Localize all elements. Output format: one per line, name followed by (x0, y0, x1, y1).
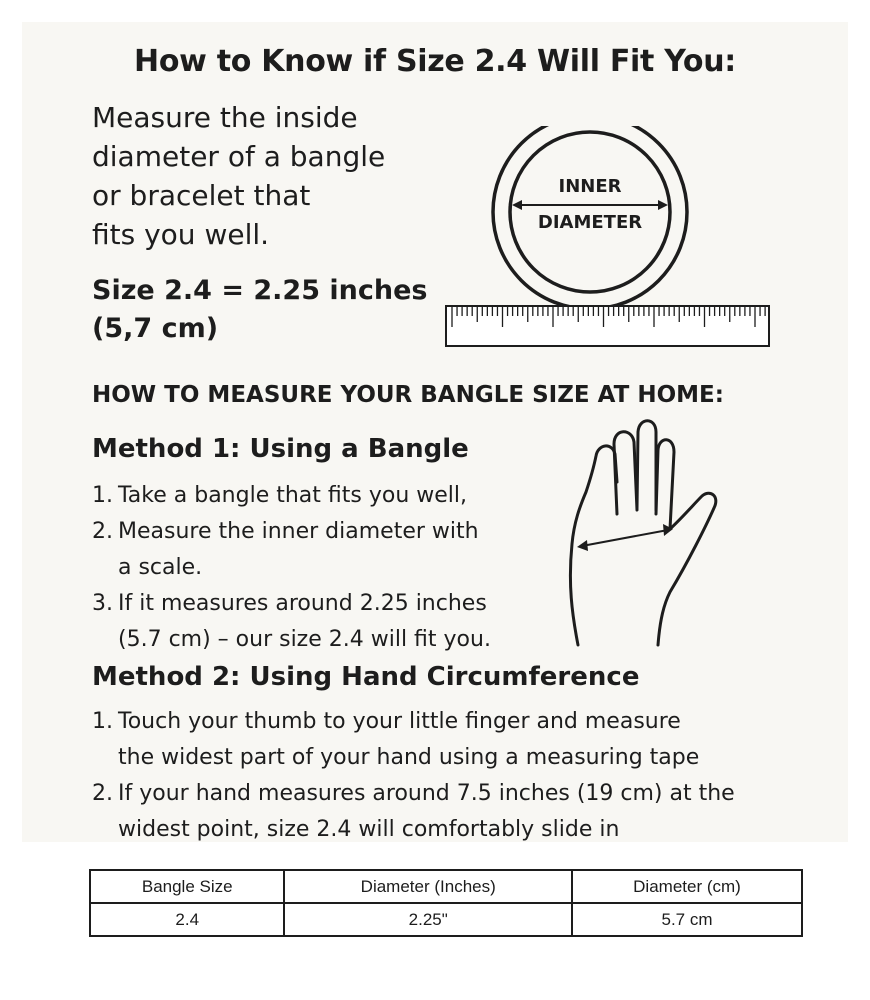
page-title: How to Know if Size 2.4 Will Fit You: (134, 44, 736, 79)
method2-step (92, 776, 812, 848)
table-cell: 2.4 (90, 903, 284, 936)
table-header-row (90, 870, 802, 903)
inner-label: INNER (558, 176, 622, 197)
diameter-label: DIAMETER (537, 212, 643, 233)
intro-line: diameter of a bangle (92, 140, 386, 173)
method2-steps (92, 704, 812, 848)
step-line: widest point, size 2.4 will comfortably slide in (118, 817, 620, 842)
size-note-line: Size 2.4 = 2.25 inches (92, 275, 428, 306)
table-header-cell: Bangle Size (90, 870, 284, 903)
method1-title: Method 1: Using a Bangle (92, 434, 469, 464)
method1-step (92, 478, 532, 514)
hand-measurement-icon (560, 414, 730, 658)
size-table (89, 869, 803, 937)
method2-title: Method 2: Using Hand Circumference (92, 662, 640, 692)
step-line: If your hand measures around 7.5 inches (19 cm) at the (118, 781, 735, 806)
ring-on-ruler-icon (440, 126, 780, 360)
step-number: 3. (92, 591, 113, 616)
intro-line: Measure the inside (92, 101, 358, 134)
table-header-cell: Diameter (cm) (572, 870, 802, 903)
size-note-line: (5,7 cm) (92, 313, 219, 344)
method1-step (92, 586, 532, 658)
step-line: Measure the inner diameter with (118, 519, 479, 544)
method1-step (92, 514, 532, 586)
step-number: 1. (92, 709, 113, 734)
table-cell: 2.25" (284, 903, 572, 936)
intro-line: or bracelet that (92, 179, 311, 212)
section-title: HOW TO MEASURE YOUR BANGLE SIZE AT HOME: (92, 382, 724, 408)
step-line: the widest part of your hand using a measuring tape (118, 745, 700, 770)
step-number: 2. (92, 519, 113, 544)
step-line: If it measures around 2.25 inches (118, 591, 487, 616)
table-row (90, 903, 802, 936)
step-line: Touch your thumb to your little finger and measure (118, 709, 681, 734)
size-note (92, 272, 452, 348)
step-line: (5.7 cm) – our size 2.4 will fit you. (118, 627, 491, 652)
step-number: 1. (92, 483, 113, 508)
table-cell: 5.7 cm (572, 903, 802, 936)
intro-line: fits you well. (92, 218, 270, 251)
step-line: Take a bangle that fits you well, (118, 483, 468, 508)
step-line: a scale. (118, 555, 203, 580)
intro-text (92, 98, 452, 254)
method2-step (92, 704, 812, 776)
method1-steps (92, 478, 532, 658)
table-header-cell: Diameter (Inches) (284, 870, 572, 903)
step-number: 2. (92, 781, 113, 806)
